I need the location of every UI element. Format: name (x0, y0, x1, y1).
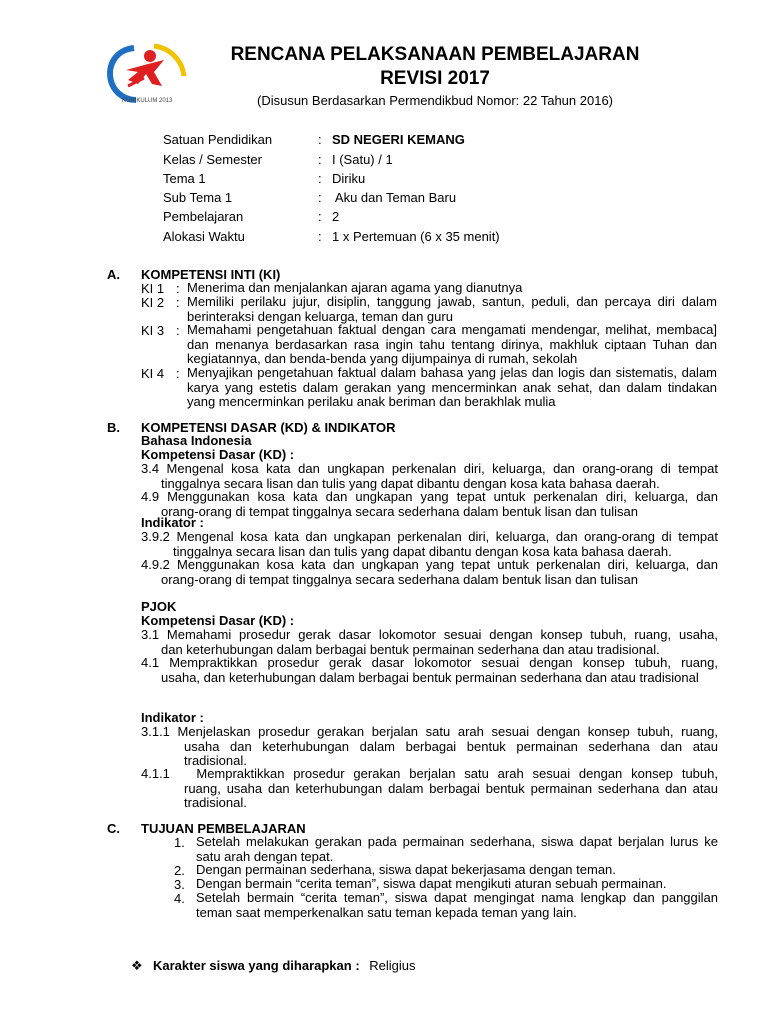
info-colon: : (318, 209, 322, 224)
indikator-item-line: 4.9.2 Menggunakan kosa kata dan ungkapan yang tepat untuk perkenalan diri, keluarga, dan (141, 557, 718, 572)
karakter-label: Karakter siswa yang diharapkan : (153, 958, 360, 973)
tujuan-text: Setelah bermain “cerita teman”, siswa dapat mengingat nama lengkap dan panggilan teman saat memperkenalkan satu teman kepada teman yang lain. (196, 890, 718, 920)
doc-subtitle: (Disusun Berdasarkan Permendikbud Nomor: 22 Tahun 2016) (256, 93, 613, 108)
doc-title: RENCANA PELAKSANAAN PEMBELAJARAN (230, 44, 640, 65)
tujuan-text: Setelah melakukan gerakan pada permainan sederhana, siswa dapat berjalan lurus ke satu arah dengan tepat. (196, 834, 718, 864)
info-colon: : (318, 171, 322, 186)
kd-item-line: 4.1 Mempraktikkan prosedur gerak dasar lokomotor sesuai dengan konsep tubuh, ruang, (141, 655, 718, 670)
kd-item-continuation: dan keterhubungan dalam berbagai bentuk permainan sederhana dan atau tradisional. (161, 641, 660, 657)
ki-text: Memiliki perilaku jujur, disiplin, tanggung jawab, santun, peduli, dan percaya diri dalam berinteraksi dengan keluarga, teman dan guru (187, 294, 717, 324)
ki-code: KI 2 (141, 295, 165, 310)
ki-code: KI 1 (141, 281, 165, 296)
kd-item-line: 4.9 Menggunakan kosa kata dan ungkapan yang tepat untuk perkenalan diri, keluarga, dan (141, 489, 718, 504)
kd-item-continuation: usaha, dan keterhubungan dalam berbagai bentuk permainan sederhana dan atau tradisional (161, 669, 699, 685)
info-value: 2 (332, 209, 340, 224)
kd-heading: Kompetensi Dasar (KD) : (141, 447, 295, 462)
section-title: KOMPETENSI INTI (KI) (141, 267, 281, 282)
indikator-item (141, 530, 718, 559)
kd-item (141, 628, 718, 657)
ki-text: Menerima dan menjalankan ajaran agama yang dianutnya (187, 280, 523, 295)
info-colon: : (318, 229, 322, 244)
diamond-bullet-icon: ❖ (131, 958, 143, 973)
info-value: Aku dan Teman Baru (332, 190, 457, 205)
kd-item (141, 656, 718, 685)
kurikulum-logo (104, 40, 190, 106)
karakter-line (153, 958, 416, 973)
indikator-item-line: 3.1.1 Menjelaskan prosedur gerakan berjalan satu arah sesuai dengan konsep tubuh, ruang, (141, 724, 718, 739)
ki-text: Menyajikan pengetahuan faktual dalam bahasa yang jelas dan logis dan sistematis, dalam karya yang estetis dalam gerakan yang mencerminkan anak sehat, dan dalam tindakan yang mencerminkan perilaku anak beriman dan berakhlak mulia (187, 365, 717, 409)
kd-item-line: 3.4 Mengenal kosa kata dan ungkapan perkenalan diri, keluarga, dan orang-orang di tempat (141, 461, 718, 476)
indikator-item (141, 558, 718, 587)
kd-item (141, 462, 718, 491)
svg-text:KURIKULUM 2013: KURIKULUM 2013 (122, 98, 173, 104)
section-title: TUJUAN PEMBELAJARAN (141, 821, 306, 836)
indikator-item-line: 3.9.2 Mengenal kosa kata dan ungkapan perkenalan diri, keluarga, dan orang-orang di tempat (141, 529, 718, 544)
indikator-item-continuation: ruang, usaha dan keterhubungan dalam berbagai bentuk permainan sederhana dan atau tradisional. (184, 780, 718, 810)
section-letter: C. (107, 821, 120, 836)
info-value: SD NEGERI KEMANG (332, 132, 465, 147)
indikator-item (141, 725, 718, 769)
ki-colon: : (176, 323, 180, 338)
kd-item (141, 490, 718, 519)
indikator-item-continuation: usaha dan keterhubungan dalam berbagai bentuk permainan sederhana dan atau tradisional. (184, 738, 718, 768)
tujuan-number: 3. (174, 877, 185, 892)
ki-code: KI 3 (141, 323, 165, 338)
indikator-heading: Indikator : (141, 710, 204, 725)
section-title: KOMPETENSI DASAR (KD) & INDIKATOR (141, 420, 396, 435)
indikator-item (141, 767, 718, 811)
info-label: Alokasi Waktu (163, 229, 245, 244)
kd-item-continuation: tinggalnya secara lisan dan tulis yang dapat dibantu dengan kosa kata bahasa daerah. (161, 475, 660, 491)
subject-heading: PJOK (141, 599, 177, 614)
tujuan-number: 1. (174, 835, 185, 850)
indikator-heading: Indikator : (141, 515, 204, 530)
indikator-item-continuation: tinggalnya secara lisan dan tulis yang dapat dibantu dengan kosa kata bahasa daerah. (173, 543, 672, 559)
info-colon: : (318, 190, 322, 205)
subject-heading: Bahasa Indonesia (141, 433, 252, 448)
ki-text: Memahami pengetahuan faktual dengan cara mengamati mendengar, melihat, membaca] dan menanya berdasarkan rasa ingin tahu tentang dirinya, makhluk ciptaan Tuhan dan kegiatannya, dan benda-benda yang dijumpainya di rumah, sekolah (187, 322, 717, 366)
section-letter: A. (107, 267, 120, 282)
kd-item-continuation: orang-orang di tempat tinggalnya secara sederhana dalam bentuk lisan dan tulisan (161, 503, 638, 519)
tujuan-text: Dengan bermain “cerita teman”, siswa dapat mengikuti aturan sebuah permainan. (196, 876, 667, 891)
info-colon: : (318, 132, 322, 147)
tujuan-text: Dengan permainan sederhana, siswa dapat bekerjasama dengan teman. (196, 862, 616, 877)
karakter-value: Religius (369, 958, 416, 973)
ki-colon: : (176, 366, 180, 381)
ki-colon: : (176, 295, 180, 310)
indikator-item-line: 4.1.1 Mempraktikkan prosedur gerakan berjalan satu arah sesuai dengan konsep tubuh, (141, 766, 718, 781)
info-label: Sub Tema 1 (163, 190, 233, 205)
info-value: 1 x Pertemuan (6 x 35 menit) (332, 229, 500, 244)
info-label: Tema 1 (163, 171, 206, 186)
ki-colon: : (176, 281, 180, 296)
info-value: I (Satu) / 1 (332, 152, 393, 167)
info-colon: : (318, 152, 322, 167)
kd-heading: Kompetensi Dasar (KD) : (141, 613, 295, 628)
tujuan-number: 2. (174, 863, 185, 878)
section-letter: B. (107, 420, 120, 435)
indikator-item-continuation: orang-orang di tempat tinggalnya secara sederhana dalam bentuk lisan dan tulisan (161, 571, 638, 587)
tujuan-number: 4. (174, 891, 185, 906)
kd-item-line: 3.1 Memahami prosedur gerak dasar lokomotor sesuai dengan konsep tubuh, ruang, usaha, (141, 627, 718, 642)
info-value: Diriku (332, 171, 366, 186)
info-label: Pembelajaran (163, 209, 244, 224)
ki-code: KI 4 (141, 366, 165, 381)
info-label: Kelas / Semester (163, 152, 262, 167)
info-label: Satuan Pendidikan (163, 132, 273, 147)
doc-title-revision: REVISI 2017 (380, 68, 490, 89)
